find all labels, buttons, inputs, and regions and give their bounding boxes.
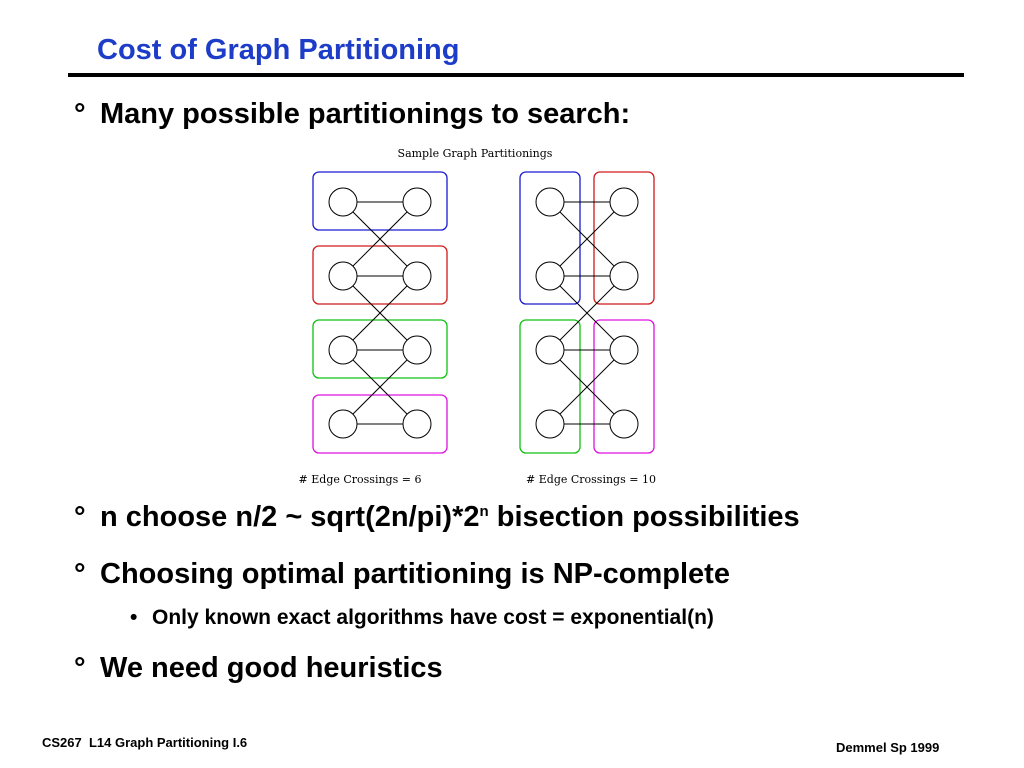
bullet-3-text: Choosing optimal partitioning is NP-complete (100, 558, 730, 590)
right-graph-edges (550, 202, 624, 424)
bullet-4-text: We need good heuristics (100, 652, 443, 684)
bullet-marker: ° (74, 98, 86, 130)
bullet-2-text-after: bisection possibilities (488, 501, 800, 533)
graph-node (403, 188, 431, 216)
right-edge-crossings-caption: # Edge Crossings = 10 (526, 473, 656, 486)
bullet-1-text: Many possible partitionings to search: (100, 98, 631, 130)
graph-node (329, 188, 357, 216)
sub-bullet-marker: • (130, 606, 138, 629)
left-edge-crossings-caption: # Edge Crossings = 6 (298, 473, 422, 486)
graph-node (610, 262, 638, 290)
bullet-2 (74, 501, 800, 534)
graph-node (403, 336, 431, 364)
sub-bullet-1 (130, 606, 714, 630)
graph-node (536, 188, 564, 216)
graph-node (329, 262, 357, 290)
bullet-3 (74, 558, 730, 591)
graph-node (536, 336, 564, 364)
footer-author-label: Demmel Sp 1999 (836, 740, 940, 755)
diagram-title: Sample Graph Partitionings (397, 147, 553, 160)
graph-node (610, 188, 638, 216)
graph-node (610, 410, 638, 438)
graph-node (403, 262, 431, 290)
left-graph-edges (343, 202, 417, 424)
sub-bullet-1-text: Only known exact algorithms have cost = exponential(n) (152, 606, 714, 629)
bullet-marker: ° (74, 652, 86, 684)
graph-node (610, 336, 638, 364)
footer-course-label: CS267 L14 Graph Partitioning I.6 (42, 735, 248, 750)
graph-node (536, 262, 564, 290)
graph-node (329, 336, 357, 364)
bullet-4 (74, 652, 443, 685)
bullet-marker: ° (74, 501, 86, 533)
bullet-2-text-before: n choose n/2 ~ sqrt(2n/pi)*2 (100, 501, 480, 533)
bullet-marker: ° (74, 558, 86, 590)
bullet-2-superscript: n (479, 503, 489, 520)
slide-title: Cost of Graph Partitioning (97, 34, 460, 66)
graph-node (403, 410, 431, 438)
graph-node (329, 410, 357, 438)
graph-node (536, 410, 564, 438)
